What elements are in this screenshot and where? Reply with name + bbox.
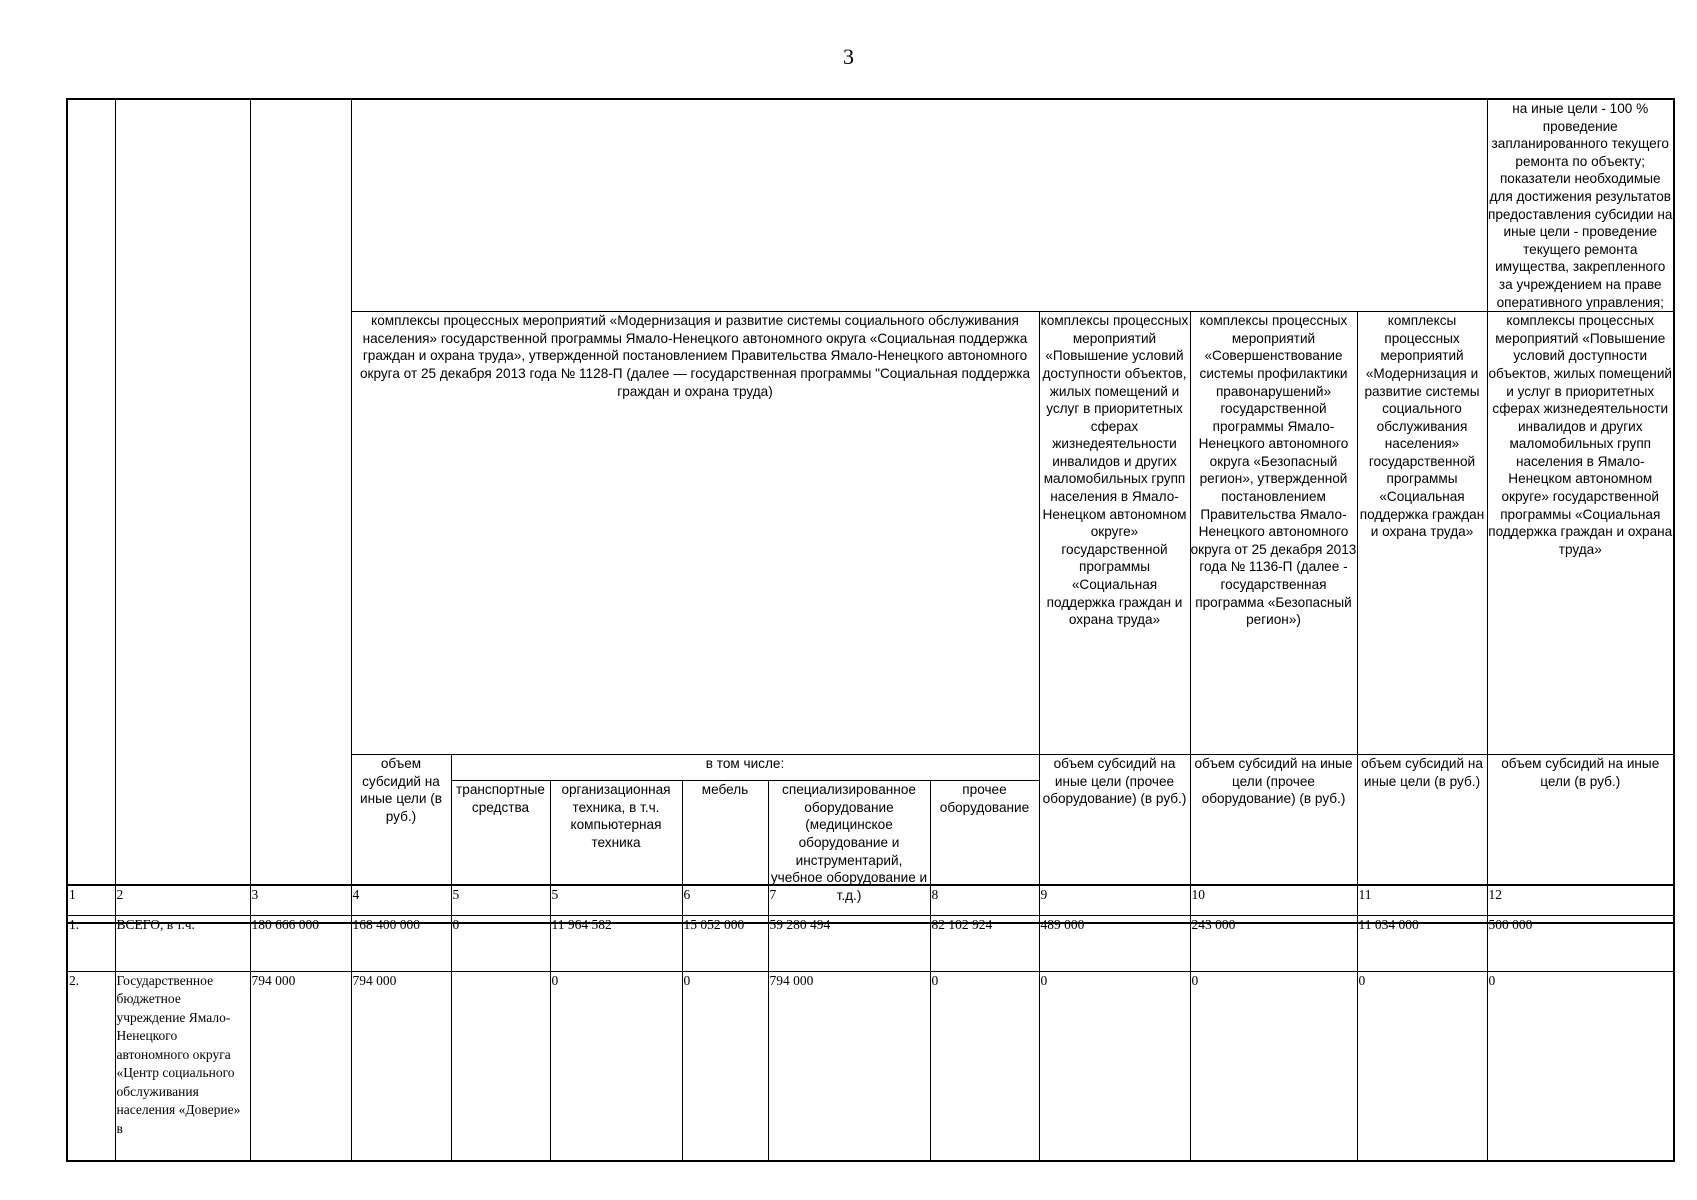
column-number: 7 (768, 885, 930, 915)
row-value: 0 (451, 915, 550, 971)
column-number: 1 (67, 885, 115, 915)
group-main-program: комплексы процессных мероприятий «Модернизация и развитие системы социального обслуживания населения» государственной программы Ямало-Ненецкого автономного округа «Социальная поддержка граждан и охрана труда», утвержденной постановлением Правительства Ямало-Ненецкого автономного округа от 25 декабря 2013 года № 1128-П (далее — государственная программы "Социальная поддержка граждан и охрана труда) (351, 312, 1039, 755)
column-number: 10 (1190, 885, 1357, 915)
table-header (66, 98, 1675, 924)
header-cell-col1 (67, 99, 115, 923)
goals-note: на иные цели - 100 % проведение запланированного текущего ремонта по объекту; показатели необходимые для достижения результатов предоставления субсидии на иные цели - проведение текущего ремонта имущества, закрепленного за учреждением на праве оперативного управления; (1487, 99, 1674, 312)
including-label: в том числе: (452, 755, 1039, 781)
table-row (67, 971, 1674, 1161)
column-number: 4 (351, 885, 451, 915)
group-accessibility-program-2: комплексы процессных мероприятий «Повышение условий доступности объектов, жилых помещений и услуг в приоритетных сферах жизнедеятельности инвалидов и других маломобильных групп населения в Ямало-Ненецком автономном округе» государственной программы «Социальная поддержка граждан и охрана труда» (1487, 312, 1674, 755)
group-modernization-program: комплексы процессных мероприятий «Модернизация и развитие системы социального обслуживания населения» государственной программы «Социальная поддержка граждан и охрана труда» (1357, 312, 1487, 755)
column-number: 5 (550, 885, 682, 915)
row-value: 794 000 (351, 971, 451, 1161)
row-value: 0 (1357, 971, 1487, 1161)
furniture-header: мебель (683, 781, 769, 922)
header-cell-col2 (115, 99, 250, 923)
column-number: 9 (1039, 885, 1190, 915)
row-value: 500 000 (1487, 915, 1674, 971)
org-tech-header: организационная техника, в т.ч. компьютерная техника (551, 781, 683, 922)
row-value: 180 666 000 (250, 915, 351, 971)
row-name: ВСЕГО, в т.ч. (115, 915, 250, 971)
row-value: 489 000 (1039, 915, 1190, 971)
header-cell-col3 (250, 99, 351, 923)
row-value: 15 052 000 (682, 915, 768, 971)
column-number: 6 (682, 885, 768, 915)
row-number: 2. (67, 971, 115, 1161)
other-equipment-header: прочее оборудование (939, 782, 1030, 815)
row-value: 168 400 000 (351, 915, 451, 971)
row-value: 82 102 924 (930, 915, 1039, 971)
column-number: 11 (1357, 885, 1487, 915)
row-number: 1. (67, 915, 115, 971)
group-prevention-program: комплексы процессных мероприятий «Совершенствование системы профилактики правонарушений» государственной программы Ямало-Ненецкого автономного округа «Безопасный регион», утвержденной постановлением Правительства Ямало-Ненецкого автономного округа от 25 декабря 2013 года № 1136-П (далее - государственная программа «Безопасный регион») (1190, 312, 1357, 755)
volume-total-header: объем субсидий на иные цели (в руб.) (351, 755, 451, 924)
row-value: 0 (930, 971, 1039, 1161)
row-value: 0 (1190, 971, 1357, 1161)
page-number: 3 (843, 44, 854, 69)
row-value: 0 (1487, 971, 1674, 1161)
column-number: 5 (451, 885, 550, 915)
row-value (451, 971, 550, 1161)
row-value: 0 (1039, 971, 1190, 1161)
row-value: 11 034 000 (1357, 915, 1487, 971)
column-number: 12 (1487, 885, 1674, 915)
transport-header: транспортные средства (452, 781, 551, 922)
row-value: 59 280 494 (768, 915, 930, 971)
row-value: 11 964 582 (550, 915, 682, 971)
row-value: 0 (682, 971, 768, 1161)
header-cell-top-blank (351, 99, 1487, 312)
row-value: 0 (550, 971, 682, 1161)
column-number: 8 (930, 885, 1039, 915)
row-value: 794 000 (250, 971, 351, 1161)
column-number: 3 (250, 885, 351, 915)
column-number-row (67, 885, 1674, 915)
volume-other-header-9: объем субсидий на иные цели (прочее оборудование) (в руб.) (1039, 755, 1190, 924)
row-value: 243 000 (1190, 915, 1357, 971)
table-row (67, 915, 1674, 971)
group-accessibility-program: комплексы процессных мероприятий «Повышение условий доступности объектов, жилых помещений и услуг в приоритетных сферах жизнедеятельности инвалидов и других маломобильных групп населения в Ямало-Ненецком автономном округе» государственной программы «Социальная поддержка граждан и охрана труда» (1039, 312, 1190, 755)
volume-header-12: объем субсидий на иные цели (в руб.) (1487, 755, 1674, 924)
volume-other-header-10: объем субсидий на иные цели (прочее оборудование) (в руб.) (1190, 755, 1357, 924)
row-name: Государственное бюджетное учреждение Ямало-Ненецкого автономного округа «Центр социального обслуживания населения «Доверие» в (115, 971, 250, 1161)
volume-header-11: объем субсидий на иные цели (в руб.) (1357, 755, 1487, 924)
special-equipment-header: специализированное оборудование (медицинское оборудование и инструментарий, учебное оборудование и т.д.) (769, 781, 931, 922)
row-value: 794 000 (768, 971, 930, 1161)
column-number: 2 (115, 885, 250, 915)
table-body (66, 884, 1675, 1162)
